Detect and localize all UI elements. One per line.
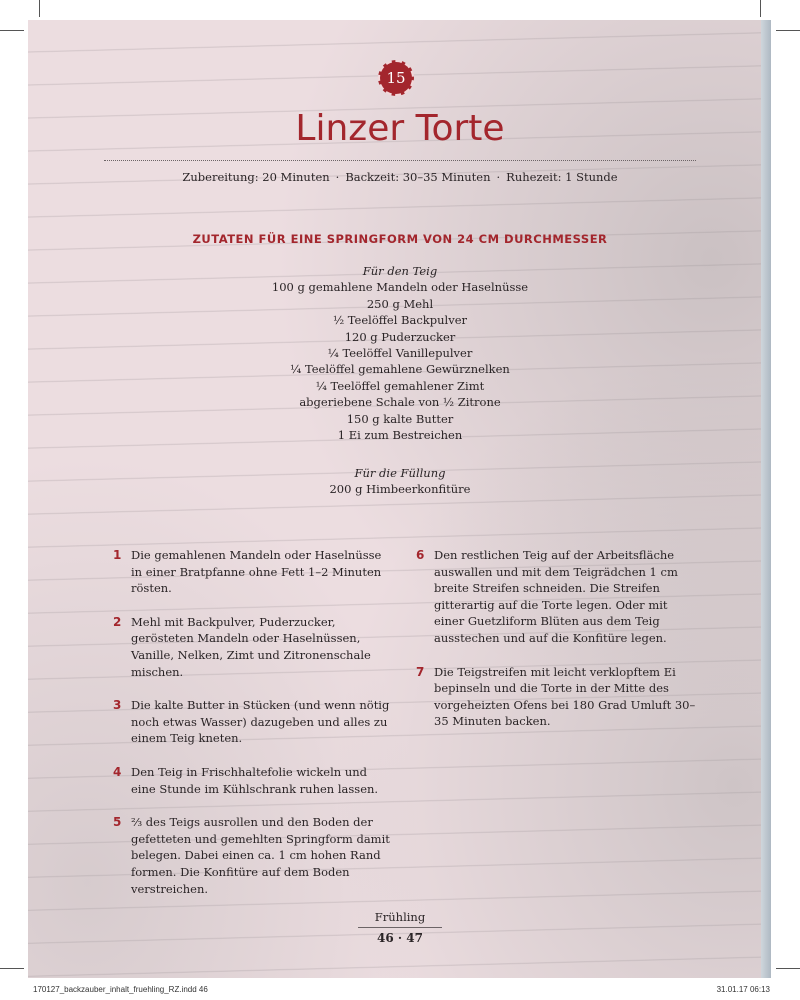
step-text: Die Teigstreifen mit leicht verklopftem Ei bepinseln und die Torte in der Mitte des vorgeheizten Ofens bei 180 Grad Umluft 30–35 Minuten backen. [434, 664, 696, 729]
prep-time: Zubereitung: 20 Minuten [182, 170, 330, 184]
recipe-title: Linzer Torte [295, 108, 505, 149]
recipe-number-badge: 15 [378, 60, 414, 96]
recipe-times [0, 170, 800, 184]
ingredient-item: abgeriebene Schale von ½ Zitrone [299, 395, 501, 410]
ingredient-item: ½ Teelöffel Backpulver [332, 313, 468, 328]
ingredient-item: 150 g kalte Butter [346, 411, 454, 426]
times-separator: · [496, 170, 501, 184]
step-number: 4 [113, 764, 122, 779]
crop-mark-top-left-v [39, 0, 40, 17]
dough-ingredients [0, 263, 800, 443]
step-text: Die gemahlenen Mandeln oder Haselnüsse in einer Bratpfanne ohne Fett 1–2 Minuten rösten. [131, 548, 382, 596]
title-divider [104, 160, 696, 161]
steps-left-column [113, 547, 395, 914]
step-text: Den restlichen Teig auf der Arbeitsfläche auswallen und mit dem Teigrädchen 1 cm breite Streifen schneiden. Die Streifen gitterartig auf die Torte legen. Oder mit einer Guetzliform Blüten aus dem Teig ausstechen und auf die Konfitüre legen. [434, 548, 678, 645]
page-numbers: 46 · 47 [377, 931, 423, 945]
step-number: 3 [113, 698, 122, 713]
ingredient-item: 100 g gemahlene Mandeln oder Haselnüsse [271, 280, 529, 295]
footer-rule [358, 927, 442, 928]
page-edge-photo [761, 20, 771, 978]
step-text: Mehl mit Backpulver, Puderzucker, gerösteten Mandeln oder Haselnüssen, Vanille, Nelken, Zimt und Zitronenschale mischen. [131, 614, 371, 679]
crop-mark-bottom-right-h [776, 968, 800, 969]
running-footer-section: Frühling [374, 910, 426, 924]
ingredient-item: 120 g Puderzucker [344, 329, 456, 344]
ingredients-heading: ZUTATEN FÜR EINE SPRINGFORM VON 24 CM DURCHMESSER [192, 232, 608, 246]
print-slug-filename: 170127_backzauber_inhalt_fruehling_RZ.indd 46 [33, 985, 208, 994]
step-number: 1 [113, 548, 122, 562]
print-slug-datetime: 31.01.17 06:13 [716, 985, 770, 994]
crop-mark-top-left-h [0, 30, 24, 31]
ingredient-item: 200 g Himbeerkonfitüre [329, 482, 471, 497]
step-text: Den Teig in Frischhaltefolie wickeln und eine Stunde im Kühlschrank ruhen lassen. [131, 764, 379, 796]
step-number: 2 [113, 614, 122, 629]
step-5 [113, 814, 395, 897]
steps-right-column [416, 547, 698, 747]
step-text: ⅔ des Teigs ausrollen und den Boden der gefetteten und gemehlten Springform damit belegen. Dabei einen ca. 1 cm hohen Rand formen. Die Konfitüre auf dem Boden verstreichen. [131, 815, 390, 896]
step-number: 6 [416, 548, 425, 562]
ingredient-item: ¼ Teelöffel gemahlener Zimt [315, 378, 485, 393]
dough-subheading: Für den Teig [362, 264, 438, 278]
times-separator: · [335, 170, 340, 184]
ingredient-item: 1 Ei zum Bestreichen [337, 428, 463, 443]
ingredient-item: 250 g Mehl [366, 296, 434, 311]
crop-mark-bottom-left-h [0, 968, 24, 969]
step-2 [113, 614, 395, 680]
rest-time: Ruhezeit: 1 Stunde [506, 170, 618, 184]
ingredient-item: ¼ Teelöffel Vanillepulver [327, 346, 473, 361]
step-4 [113, 764, 395, 797]
step-number: 7 [416, 664, 425, 679]
step-6 [416, 547, 698, 647]
crop-mark-top-right-v [760, 0, 761, 17]
step-3 [113, 697, 395, 747]
bake-time: Backzeit: 30–35 Minuten [345, 170, 491, 184]
filling-subheading: Für die Füllung [354, 466, 446, 480]
step-number: 5 [113, 815, 122, 830]
step-text: Die kalte Butter in Stücken (und wenn nötig noch etwas Wasser) dazugeben und alles zu einem Teig kneten. [131, 698, 390, 746]
step-1 [113, 547, 395, 597]
ingredient-item: ¼ Teelöffel gemahlene Gewürznelken [290, 362, 510, 377]
crop-mark-top-right-h [776, 30, 800, 31]
step-7 [416, 664, 698, 730]
filling-ingredients [0, 465, 800, 498]
